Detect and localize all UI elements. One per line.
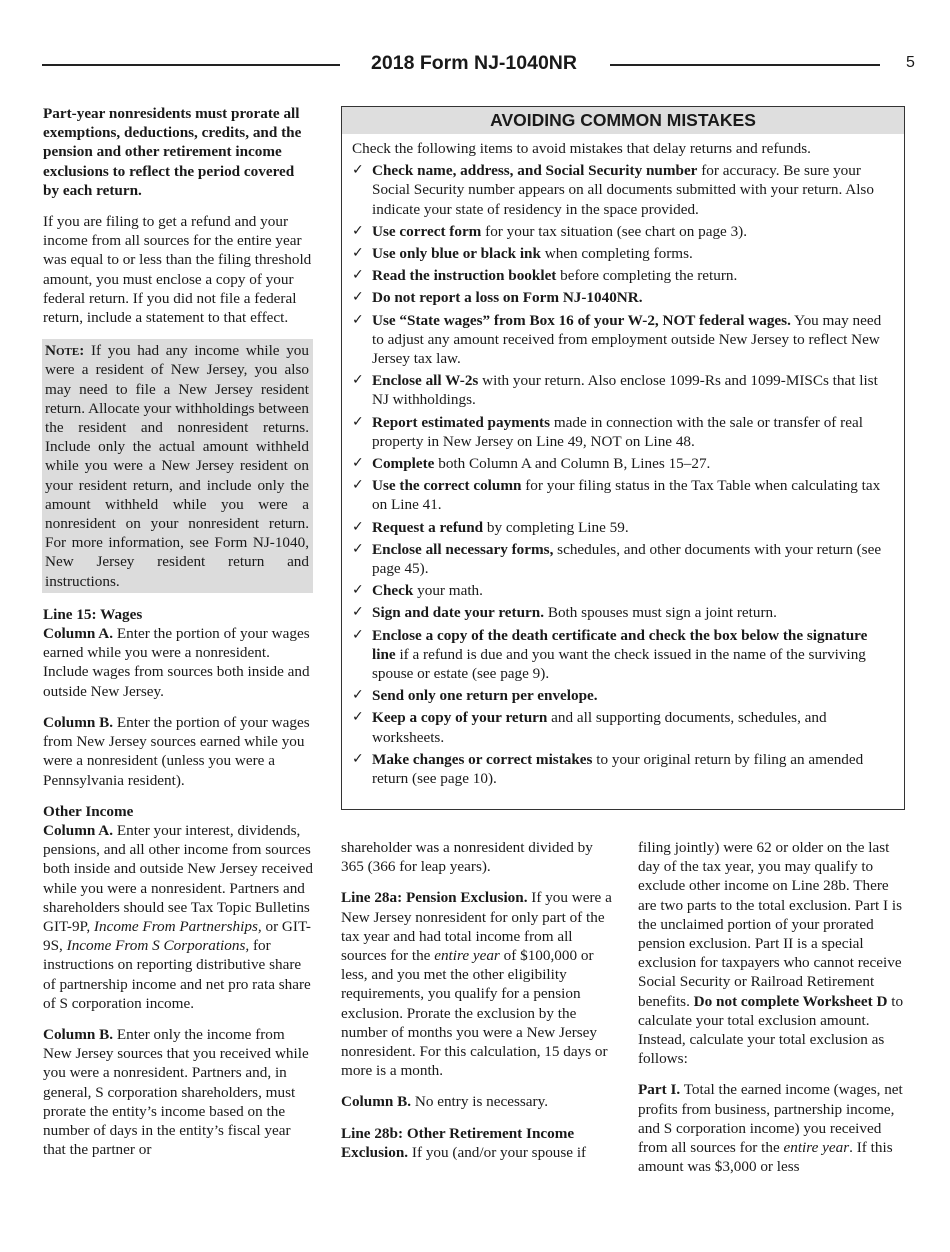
checklist-item-text xyxy=(372,413,892,451)
line15-column-b-text: Enter the portion of your wages from New Jersey sources earned while you were a nonresident (unless you were a Pennsylvania resident). xyxy=(43,713,310,789)
checklist-item-bold: Report estimated payments xyxy=(372,413,551,431)
checkmark-icon: ✓ xyxy=(352,518,364,535)
checklist-item-rest: before completing the return. xyxy=(556,267,738,285)
checklist-item xyxy=(352,476,892,514)
part1-paragraph xyxy=(638,1080,908,1176)
checkmark-icon: ✓ xyxy=(352,709,364,726)
checklist-item-text xyxy=(372,222,892,241)
line28a-text-2: of $100,000 or less, and you met the other eligibility requirements, you qualify for a pension exclusion. Prorate the exclusion by the number of months you were a New Jersey nonresident. For this calculation, 15 days or more is a month. xyxy=(341,947,608,1080)
line15-column-a xyxy=(43,624,313,701)
checkmark-icon: ✓ xyxy=(352,455,364,472)
note-box xyxy=(42,339,313,593)
checkmark-icon: ✓ xyxy=(352,267,364,284)
checklist-item xyxy=(352,222,892,241)
line28a-heading: Line 28a: Pension Exclusion. xyxy=(341,889,528,907)
line15-heading: Line 15: Wages xyxy=(43,605,143,623)
header-rule-left xyxy=(42,64,340,66)
line28b-paragraph xyxy=(341,1124,613,1162)
checklist-item-rest: for your filing status in the Tax Table when calculating tax on Line 41. xyxy=(372,477,881,514)
other-column-b-label: Column B. xyxy=(43,1025,114,1043)
checklist-item xyxy=(352,540,892,578)
checklist-item-rest: to your original return by filing an amended return (see page 10). xyxy=(372,750,864,788)
right-continued-text-1: filing jointly) were 62 or older on the last day of the tax year, you may qualify to exclude other income on Line 28b. There are two parts to the total exclusion. Part I is the unclaimed portion of your prorated pension exclusion. Part II is a special exclusion for taxpayers who cannot receive Social Security or Railroad Retirement benefits. xyxy=(638,839,903,1010)
other-income-heading: Other Income xyxy=(43,802,134,820)
checklist-item-bold: Use only blue or black ink xyxy=(372,245,541,263)
common-mistakes-intro: Check the following items to avoid mistakes that delay returns and refunds. xyxy=(352,140,811,157)
checkmark-icon: ✓ xyxy=(352,604,364,621)
common-mistakes-list xyxy=(342,134,904,788)
line15-column-a-text: Enter the portion of your wages earned while you were a nonresident. Include wages from sources both inside and outside New Jersey. xyxy=(43,625,310,700)
common-mistakes-title: AVOIDING COMMON MISTAKES xyxy=(342,107,904,134)
checklist-item-bold: Sign and date your return. xyxy=(372,604,545,622)
checklist-item-text xyxy=(372,244,892,263)
checklist-item-rest: both Column A and Column B, Lines 15–27. xyxy=(434,455,711,473)
checklist-item-rest: with your return. Also enclose 1099-Rs and 1099-MISCs that list NJ withholdings. xyxy=(372,372,878,409)
checklist-item xyxy=(352,413,892,451)
other-column-a-text-3: for instructions on reporting distributive share of partnership income and net pro rata share of S corporation income. xyxy=(43,937,311,1012)
other-income-column-b xyxy=(43,1025,313,1159)
checklist-item-text xyxy=(372,288,892,307)
checklist-item-bold: Read the instruction booklet xyxy=(372,267,557,285)
middle-column xyxy=(341,838,613,1174)
checklist-item-text xyxy=(372,626,892,684)
note-label: Note: xyxy=(45,342,85,360)
checkmark-icon: ✓ xyxy=(352,162,364,179)
checklist-item-text xyxy=(372,708,892,746)
checkmark-icon: ✓ xyxy=(352,750,364,767)
checklist-item-bold: Use “State wages” from Box 16 of your W-2, NOT federal wages. xyxy=(372,311,791,329)
line28b-heading: Line 28b: Other Retirement Income Exclusion. xyxy=(341,1124,575,1161)
checklist-item-bold: Check name, address, and Social Security number xyxy=(372,162,698,180)
note-text: If you had any income while you were a resident of New Jersey, you also may need to file a New Jersey resident return. Allocate your withholdings between the resident and nonresident returns. Include only the actual amount withheld while you were a New Jersey resident on your resident return, and include only the amount withheld while you were a nonresident on your nonresident return. For more information, see Form NJ-1040, New Jersey resident return and instructions. xyxy=(45,342,309,590)
checklist-item-rest: for your tax situation (see chart on page 3). xyxy=(481,222,748,240)
checklist-item-text xyxy=(372,161,892,219)
page-title: 2018 Form NJ-1040NR xyxy=(371,52,577,74)
line28a-text-1: If you were a New Jersey nonresident for only part of the tax year and had total income from all sources for the xyxy=(341,889,612,965)
checklist-item-rest: if a refund is due and you want the check issued in the name of the surviving spouse or estate (see page 9). xyxy=(372,645,866,683)
checklist-item xyxy=(352,686,892,705)
checklist-item-text xyxy=(372,686,892,705)
line15-column-a-label: Column A. xyxy=(43,625,114,643)
checkmark-icon: ✓ xyxy=(352,582,364,599)
checklist-item-rest: for accuracy. Be sure your Social Security number appears on all documents submitted with your return. Also indicate your state of residency in the space provided. xyxy=(372,162,874,218)
checklist-item-rest: made in connection with the sale or transfer of real property in New Jersey on Line 49, NOT on Line 48. xyxy=(372,413,863,450)
checklist-item-text xyxy=(372,371,892,409)
line28a-italic: entire year xyxy=(434,947,500,965)
checklist-item-bold: Complete xyxy=(372,455,435,473)
line15-column-b xyxy=(43,713,313,790)
checkmark-icon: ✓ xyxy=(352,289,364,306)
checklist-item-bold: Send only one return per envelope. xyxy=(372,687,598,705)
checklist-item-bold: Use the correct column xyxy=(372,477,522,495)
checklist-item xyxy=(352,161,892,219)
checklist-item xyxy=(352,288,892,307)
checkmark-icon: ✓ xyxy=(352,413,364,430)
page-number: 5 xyxy=(906,54,915,71)
git9p-title: Income From Partnerships, xyxy=(93,917,262,935)
checklist-item-bold: Check xyxy=(372,582,414,600)
checklist-item xyxy=(352,626,892,684)
line28a-paragraph xyxy=(341,888,613,1080)
intro-bold-paragraph: Part-year nonresidents must prorate all exemptions, deductions, credits, and the pension and other retirement income exclusions to reflect the period covered by each return. xyxy=(43,105,302,199)
checklist-item-rest: by completing Line 59. xyxy=(483,518,629,536)
line15-column-b-label: Column B. xyxy=(43,713,114,731)
checklist-item-bold: Enclose all W-2s xyxy=(372,372,479,390)
checklist-item xyxy=(352,266,892,285)
right-column xyxy=(638,838,908,1188)
checklist-item-bold: Use correct form xyxy=(372,222,482,240)
worksheet-d-warning: Do not complete Worksheet D xyxy=(693,992,888,1010)
checklist-item xyxy=(352,311,892,369)
checklist-item-rest: when completing forms. xyxy=(540,245,693,263)
line28a-column-b-text: No entry is necessary. xyxy=(411,1093,548,1111)
checkmark-icon: ✓ xyxy=(352,687,364,704)
checklist-item-text xyxy=(372,581,892,600)
other-income-column-a xyxy=(43,821,313,1013)
checklist-item xyxy=(352,454,892,473)
checklist-item-rest: your math. xyxy=(413,582,483,600)
checklist-item-bold: Do not report a loss on Form NJ-1040NR. xyxy=(372,289,643,307)
left-column xyxy=(43,104,313,1171)
checklist-item xyxy=(352,518,892,537)
continued-text: shareholder was a nonresident divided by 365 (366 for leap years). xyxy=(341,839,593,876)
line28b-text: If you (and/or your spouse if xyxy=(408,1143,587,1161)
checklist-item-text xyxy=(372,750,892,788)
checklist-item-rest: Both spouses must sign a joint return. xyxy=(544,604,777,622)
checklist-item-text xyxy=(372,311,892,369)
checkmark-icon: ✓ xyxy=(352,477,364,494)
checkmark-icon: ✓ xyxy=(352,372,364,389)
checklist xyxy=(352,161,892,788)
checklist-item-bold: Make changes or correct mistakes xyxy=(372,750,593,768)
checklist-item xyxy=(352,750,892,788)
checklist-item-text xyxy=(372,454,892,473)
checklist-item-text xyxy=(372,476,892,514)
checkmark-icon: ✓ xyxy=(352,245,364,262)
checklist-item-bold: Enclose a copy of the death certificate and check the box below the signature line xyxy=(372,626,868,663)
checkmark-icon: ✓ xyxy=(352,540,364,557)
checklist-item-bold: Request a refund xyxy=(372,518,484,536)
line28a-column-b-label: Column B. xyxy=(341,1093,412,1111)
other-column-a-text-2: or GIT-9S, xyxy=(43,917,311,955)
other-column-a-text-1: Enter your interest, dividends, pensions, and all other income from sources both inside and outside New Jersey received while you were a nonresident. Partners and shareholders should see Tax Topic Bulletins GIT-9P, xyxy=(43,821,313,935)
checklist-item xyxy=(352,244,892,263)
part1-italic: entire year xyxy=(783,1139,850,1157)
checklist-item xyxy=(352,371,892,409)
checklist-item-rest: schedules, and other documents with your return (see page 45). xyxy=(372,540,882,578)
checkmark-icon: ✓ xyxy=(352,311,364,328)
right-continued-paragraph xyxy=(638,838,908,1068)
checklist-item-text xyxy=(372,540,892,578)
common-mistakes-box xyxy=(341,106,905,810)
checklist-item-text xyxy=(372,518,892,537)
line28a-column-b xyxy=(341,1092,613,1111)
other-column-b-text: Enter only the income from New Jersey sources that you received while you were a nonresident. Partners and, in general, S corporation shareholders, must prorate the entity’s income based on the number of days in the entity’s fiscal year that the partner or xyxy=(43,1025,309,1159)
checklist-item-bold: Enclose all necessary forms, xyxy=(372,540,554,558)
refund-paragraph: If you are filing to get a refund and your income from all sources for the entire year was equal to or less than the filing threshold amount, you must enclose a copy of your federal return. If you did not file a federal return, include a statement to that effect. xyxy=(43,213,312,327)
part1-text-2: . If this amount was $3,000 or less xyxy=(638,1139,893,1176)
checklist-item-text xyxy=(372,603,892,622)
checklist-item-rest: and all supporting documents, schedules, and worksheets. xyxy=(372,709,827,746)
checklist-item xyxy=(352,708,892,746)
part1-label: Part I. xyxy=(638,1081,681,1099)
checkmark-icon: ✓ xyxy=(352,626,364,643)
checklist-item-rest: You may need to adjust any amount received from employment outside New Jersey to reflect New Jersey tax law. xyxy=(372,311,882,368)
right-continued-text-2: to calculate your total exclusion amount. Instead, calculate your total exclusion as follows: xyxy=(638,992,904,1068)
part1-text-1: Total the earned income (wages, net profits from business, partnership income, and S corporation income) you received from all sources for the xyxy=(638,1081,903,1157)
git9s-title: Income From S Corporations, xyxy=(66,937,250,955)
checklist-item xyxy=(352,581,892,600)
checkmark-icon: ✓ xyxy=(352,222,364,239)
other-column-a-label: Column A. xyxy=(43,821,114,839)
checklist-item xyxy=(352,603,892,622)
header-rule-right xyxy=(610,64,880,66)
checklist-item-bold: Keep a copy of your return xyxy=(372,709,548,727)
checklist-item-text xyxy=(372,266,892,285)
